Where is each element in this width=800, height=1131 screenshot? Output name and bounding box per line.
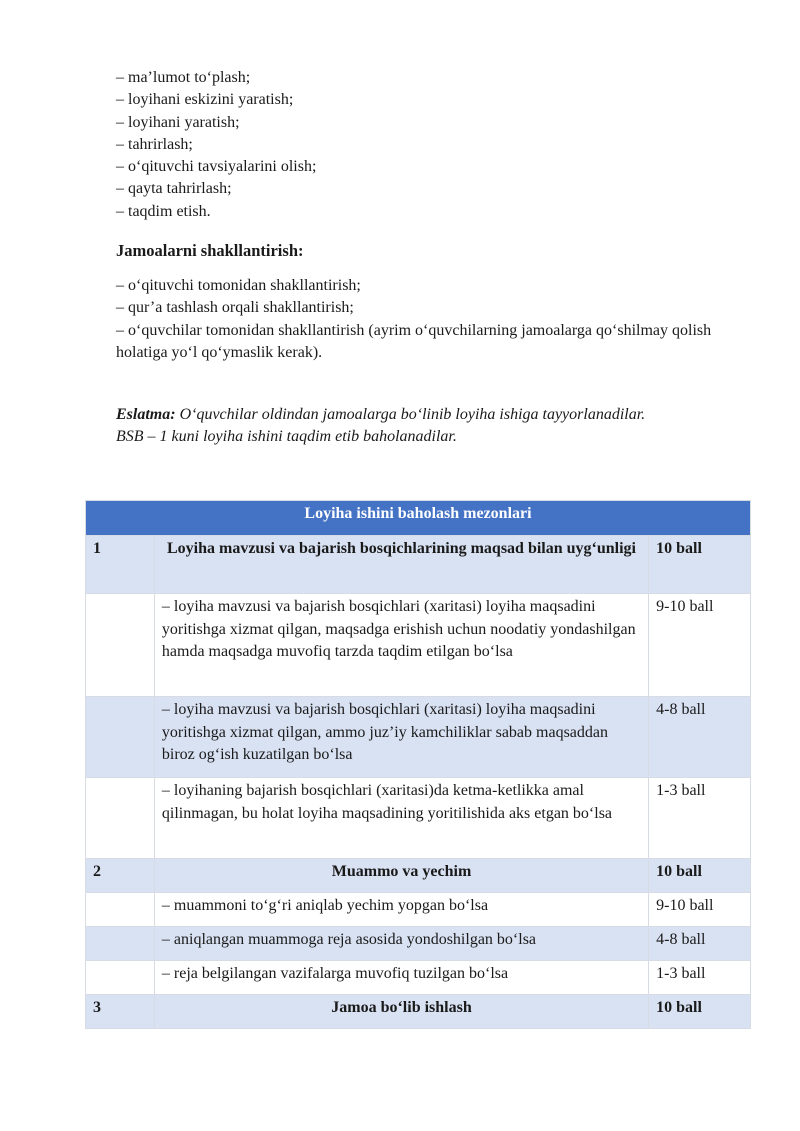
criterion-row [86, 536, 751, 594]
project-steps-list [116, 67, 316, 223]
row-description: – loyiha mavzusi va bajarish bosqichlari (xaritasi) loyiha maqsadini yoritishga xizmat qilgan, ammo juz’iy kamchiliklar sabab maqsaddan biroz og‘ish kuzatilgan bo‘lsa [154, 697, 648, 778]
table-title: Loyiha ishini baholash mezonlari [86, 501, 751, 536]
row-description: – reja belgilangan vazifalarga muvofiq tuzilgan bo‘lsa [154, 961, 648, 995]
table-row [86, 778, 751, 859]
criterion-score: 10 ball [649, 536, 751, 594]
row-score: 9-10 ball [649, 893, 751, 927]
formation-item: – qur’a tashlash orqali shakllantirish; [116, 299, 354, 317]
row-score: 4-8 ball [649, 927, 751, 961]
row-number [86, 927, 155, 961]
formation-item: – o‘quvchilar tomonidan shakllantirish (ayrim o‘quvchilarning jamoalarga qo‘shilmay qolish holatiga yo‘l qo‘ymaslik kerak). [116, 321, 712, 361]
row-score: 1-3 ball [649, 778, 751, 859]
note-paragraph [116, 404, 676, 449]
step-item: – qayta tahrirlash; [116, 180, 232, 198]
criterion-title: Jamoa bo‘lib ishlash [154, 995, 648, 1029]
row-number [86, 594, 155, 697]
formation-list [116, 275, 716, 364]
step-item: – tahrirlash; [116, 135, 193, 153]
criterion-score: 10 ball [649, 995, 751, 1029]
criterion-title: Muammo va yechim [154, 859, 648, 893]
criterion-title: Loyiha mavzusi va bajarish bosqichlarining maqsad bilan uyg‘unligi [154, 536, 648, 594]
table-row [86, 961, 751, 995]
row-description: – muammoni to‘g‘ri aniqlab yechim yopgan bo‘lsa [154, 893, 648, 927]
criterion-score: 10 ball [649, 859, 751, 893]
row-score: 9-10 ball [649, 594, 751, 697]
step-item: – ma’lumot to‘plash; [116, 69, 251, 86]
step-item: – loyihani eskizini yaratish; [116, 91, 294, 109]
note-label: Eslatma: [116, 406, 176, 423]
row-score: 4-8 ball [649, 697, 751, 778]
step-item: – taqdim etish. [116, 202, 211, 220]
row-description: – loyihaning bajarish bosqichlari (xaritasi)da ketma-ketlikka amal qilinmagan, bu holat loyiha maqsadining yoritilishida aks etgan bo‘lsa [154, 778, 648, 859]
step-item: – loyihani yaratish; [116, 113, 240, 131]
criterion-number: 1 [86, 536, 155, 594]
criterion-number: 3 [86, 995, 155, 1029]
row-score: 1-3 ball [649, 961, 751, 995]
criterion-number: 2 [86, 859, 155, 893]
formation-item: – o‘qituvchi tomonidan shakllantirish; [116, 277, 361, 294]
row-number [86, 778, 155, 859]
row-description: – aniqlangan muammoga reja asosida yondoshilgan bo‘lsa [154, 927, 648, 961]
table-row [86, 893, 751, 927]
section-heading: Jamoalarni shakllantirish: [116, 241, 304, 260]
table-row [86, 697, 751, 778]
criterion-row [86, 995, 751, 1029]
table-row [86, 927, 751, 961]
note-text: O‘quvchilar oldindan jamoalarga bo‘linib loyiha ishiga tayyorlanadilar. BSB – 1 kuni loyiha ishini taqdim etib baholanadilar. [116, 406, 646, 446]
row-number [86, 961, 155, 995]
criterion-row [86, 859, 751, 893]
row-number [86, 893, 155, 927]
table-row [86, 594, 751, 697]
row-number [86, 697, 155, 778]
table-title-row [86, 501, 751, 536]
criteria-table [85, 500, 751, 1029]
step-item: – o‘qituvchi tavsiyalarini olish; [116, 158, 317, 176]
row-description: – loyiha mavzusi va bajarish bosqichlari (xaritasi) loyiha maqsadini yoritishga xizmat qilgan, maqsadga erishish uchun noodatiy yondashilgan hamda maqsadga muvofiq tarzda taqdim etilgan bo‘lsa [154, 594, 648, 697]
